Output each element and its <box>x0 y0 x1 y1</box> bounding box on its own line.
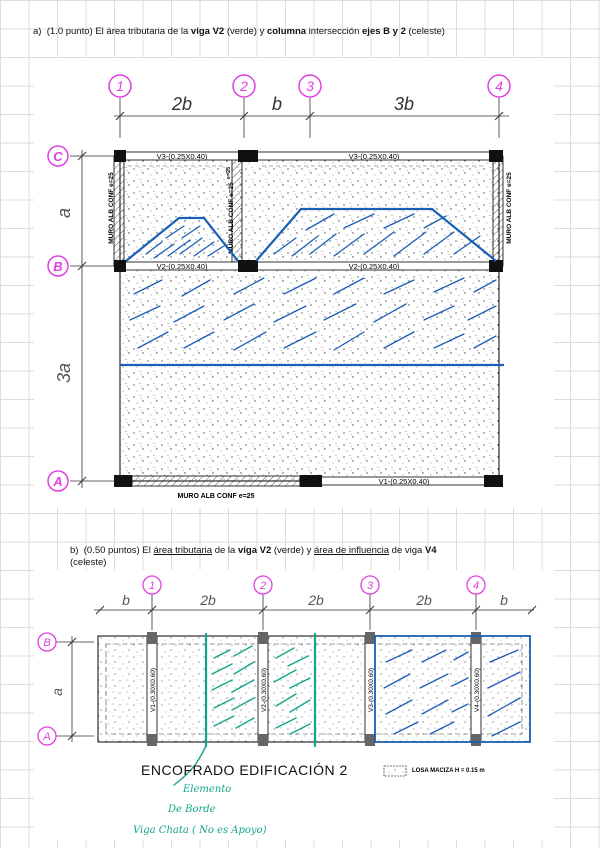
axis-2-label: 2 <box>240 78 248 94</box>
dim-a: a <box>54 207 74 219</box>
beam-v3-label-2: V3-(0.25X0.40) <box>348 152 400 161</box>
qa-bold-1: viga V2 <box>190 26 225 37</box>
pb-axis-1: 1 <box>148 580 156 592</box>
qa-points: (1.0 punto) <box>46 26 93 37</box>
beam-v2-label-1: V2-(0.25X0.40) <box>156 262 208 271</box>
plan-b-drawing <box>34 570 554 840</box>
dim-b: b <box>271 94 283 114</box>
dimension-x <box>114 94 509 120</box>
qb-text-2: de la <box>214 545 236 556</box>
axis-4-label: 4 <box>495 78 503 94</box>
qb-points: (0.50 puntos) <box>83 545 140 556</box>
pb-axis-3: 3 <box>366 580 374 592</box>
beam-v3-label-1: V3-(0.25X0.40) <box>156 152 208 161</box>
axis-3-label: 3 <box>306 78 314 94</box>
plan-a-panel <box>34 58 554 508</box>
wall-small-label: e=25 <box>226 166 232 180</box>
pb-axis-b: B <box>43 637 51 649</box>
qb-underline-1: área tributaria <box>153 545 213 556</box>
qb-bold-2: V4 <box>424 545 437 556</box>
qa-text-3: intersección <box>308 26 360 37</box>
qb-text-5: (celeste) <box>70 557 107 568</box>
pb-dim-3: 2b <box>308 592 324 608</box>
plan-a-drawing <box>34 58 554 508</box>
annotation-line-2: De Borde <box>168 804 216 815</box>
annotation-line-1: Elemento <box>183 784 232 795</box>
wall-bottom <box>132 476 300 486</box>
qa-bold-2: columna <box>266 26 307 37</box>
annotation-line-3: Viga Chata ( No es Apoyo) <box>133 825 267 836</box>
dimension-y <box>54 150 86 488</box>
pb-beam-v2: V2-(0.30X0.60) <box>261 667 268 713</box>
qb-text-3: (verde) y <box>273 545 312 556</box>
plan-b-title: ENCOFRADO EDIFICACIÓN 2 <box>141 762 348 778</box>
axis-x-bubbles <box>109 75 510 138</box>
question-a <box>33 26 445 38</box>
wall-bottom-label: MURO ALB CONF e=25 <box>177 493 255 500</box>
pb-dim-a: a <box>49 688 65 696</box>
pb-axis-4: 4 <box>472 580 480 592</box>
qb-bold-1: viga V2 <box>237 545 272 556</box>
qb-label: b) <box>70 545 79 556</box>
pb-beam-v4: V4-(0.30X0.60) <box>474 667 481 713</box>
pb-axis-a: A <box>43 731 51 743</box>
axis-1-label: 1 <box>116 78 124 94</box>
pb-dim-4: 2b <box>416 592 432 608</box>
qb-text-4: de viga <box>391 545 423 556</box>
dim-3a: 3a <box>54 362 74 384</box>
wall-left <box>114 156 124 266</box>
legend-label: LOSA MACIZA H = 0.15 m <box>412 768 485 774</box>
pb-beam-v3: V3-(0.30X0.60) <box>368 667 375 713</box>
pb-axis-2: 2 <box>259 580 267 592</box>
qb-underline-2: área de influencia <box>314 545 390 556</box>
plan-b-dimension-x <box>94 592 536 614</box>
wall-mid-label: MURO ALB CONF e=25 <box>228 182 235 254</box>
dim-3b: 3b <box>393 94 415 114</box>
wall-left-label: MURO ALB CONF e=25 <box>108 172 115 244</box>
question-b <box>70 545 550 569</box>
plan-b-axis-y <box>38 633 94 745</box>
axis-a-label: A <box>53 474 63 489</box>
slab-area <box>120 156 499 481</box>
qa-text-4: (celeste) <box>408 26 445 37</box>
beam-v1-label: V1-(0.25X0.40) <box>378 477 430 486</box>
qa-text-2: (verde) y <box>226 26 265 37</box>
axis-c-label: C <box>53 149 63 164</box>
qb-text-1: El <box>142 545 151 556</box>
plan-b-panel <box>34 570 554 840</box>
pb-dim-1: b <box>122 592 130 608</box>
beam-v2-label-2: V2-(0.25X0.40) <box>348 262 400 271</box>
pb-beam-v1: V1-(0.30X0.60) <box>150 667 157 713</box>
qa-text-1: El área tributaria de la <box>95 26 189 37</box>
axis-b-label: B <box>53 259 63 274</box>
qa-label: a) <box>33 26 42 37</box>
qa-bold-3: ejes B y 2 <box>362 26 406 37</box>
wall-right <box>493 156 503 266</box>
legend-swatch <box>384 766 406 776</box>
pb-dim-2: 2b <box>200 592 216 608</box>
wall-right-label: MURO ALB CONF e=25 <box>506 172 513 244</box>
pb-dim-5: b <box>500 592 508 608</box>
dim-2b: 2b <box>171 94 193 114</box>
